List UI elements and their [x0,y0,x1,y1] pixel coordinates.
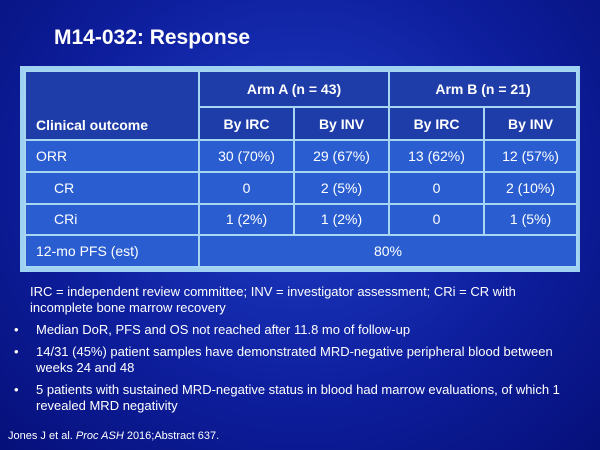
bullet-item [8,382,588,414]
pfs-value-cell: 80% [199,235,577,267]
table-cell: 2 (5%) [294,172,389,204]
response-table [24,70,578,268]
bullet-icon: • [14,322,19,337]
abbreviation-footnote: IRC = independent review committee; INV = investigator assessment; CRi = CR with incomplete bone marrow recovery [30,284,516,315]
table-cell: 0 [389,204,484,236]
row-label-cri: CRi [25,204,199,236]
table-cell: 0 [389,172,484,204]
table-row-cri [25,204,577,236]
bullet-text: Median DoR, PFS and OS not reached after 11.8 mo of follow-up [36,322,411,337]
table-cell: 1 (2%) [199,204,294,236]
table-cell: 30 (70%) [199,140,294,172]
arm-b-irc-header: By IRC [389,107,484,140]
table-cell: 1 (5%) [484,204,577,236]
table-cell: 29 (67%) [294,140,389,172]
bullet-text: 14/31 (45%) patient samples have demonstrated MRD-negative peripheral blood between weeks 24 and 48 [36,344,553,375]
bullet-list [8,322,588,420]
arm-b-header: Arm B (n = 21) [389,71,577,107]
table-cell: 12 (57%) [484,140,577,172]
bullet-text: 5 patients with sustained MRD-negative status in blood had marrow evaluations, of which 1 revealed MRD negativity [36,382,560,413]
response-table-frame [20,66,580,272]
arm-a-header: Arm A (n = 43) [199,71,389,107]
bullet-item [8,344,588,376]
row-label-pfs: 12-mo PFS (est) [25,235,199,267]
table-row-orr [25,140,577,172]
arm-a-inv-header: By INV [294,107,389,140]
bullet-item [8,322,588,338]
arm-b-inv-header: By INV [484,107,577,140]
table-cell: 2 (10%) [484,172,577,204]
table-cell: 1 (2%) [294,204,389,236]
table-row-cr [25,172,577,204]
citation [8,430,219,442]
bullet-icon: • [14,382,19,397]
table-cell: 0 [199,172,294,204]
table-row-pfs [25,235,577,267]
row-label-cr: CR [25,172,199,204]
bullet-icon: • [14,344,19,359]
citation-suffix: 2016;Abstract 637. [123,430,220,442]
slide-title: M14-032: Response [54,26,251,49]
citation-journal: Proc ASH [75,430,124,442]
arm-a-irc-header: By IRC [199,107,294,140]
citation-prefix: Jones J et al. [8,430,76,442]
row-label-orr: ORR [25,140,199,172]
table-cell: 13 (62%) [389,140,484,172]
clinical-outcome-header: Clinical outcome [25,71,199,140]
